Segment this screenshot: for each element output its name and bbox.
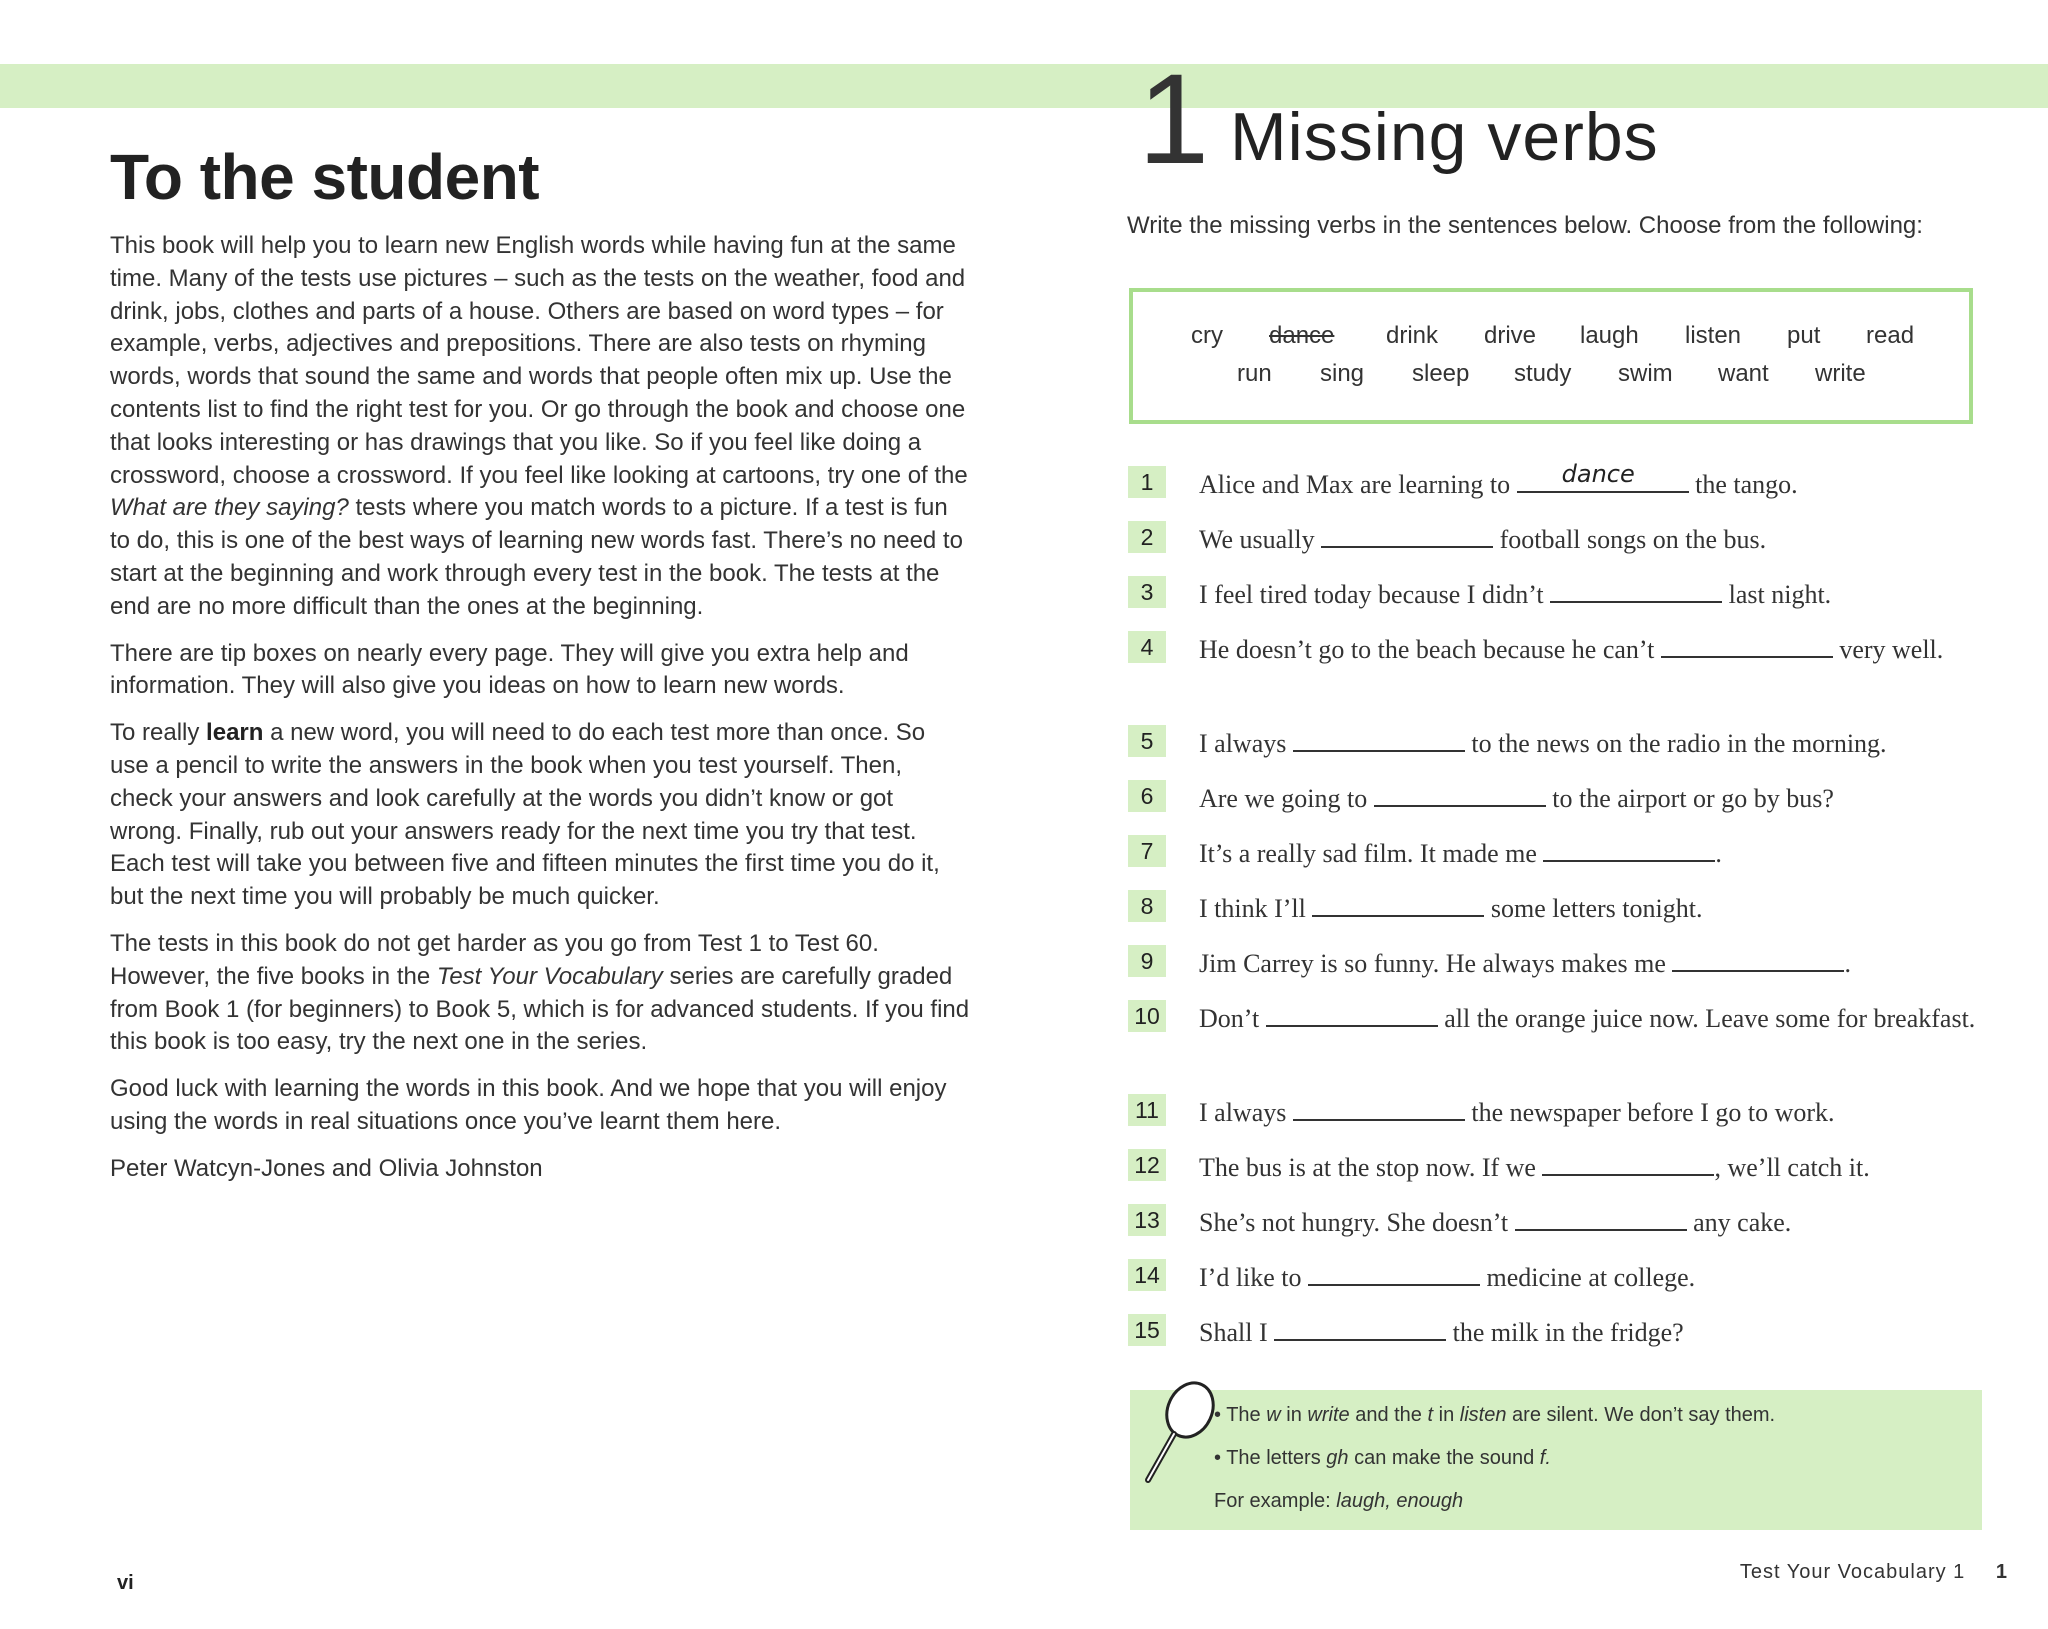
page-number-right: 1: [1995, 1561, 2008, 1583]
right-page: 1 Missing verbs Write the missing verbs in the sentences below. Choose from the following: cry dance drink drive laugh listen put read run sing sleep study swim want write 1 Alice and Max are learning to dance the tango. 2 We usually football songs on the bus. 3 I feel tired today because I didn’t last night. 4 He doesn’t go to the beach because he can’t very well. 5 I always to the news on the radio in the morning. 6 Are we going to to the airport or go by bus? 7 It’s a really sad film. It made me . 8 I think I’ll some letters tonight. 9 Jim Carrey is so funny. He always makes me . 10 Don’t all the orange juice now. Leave some for breakfast. 11 I always the newspaper before I go to work. 12 The bus is at the stop now. If we , we’ll catch it. 13 She’s not hungry. She doesn’t any cake. 14 I’d like to medicine at college. 15 Shall I the milk in the fridge? • The w in write and the t in listen are silent. We don’t say them. • The letters gh can make the sound f. For example: laugh, enough Test Your Vocabulary 1 1: [1127, 48, 2008, 1583]
word-item: write: [1815, 360, 1866, 387]
exercise-number: 1: [1128, 466, 1166, 498]
page-number-left: vi: [117, 1572, 134, 1594]
italic-title: What are they saying?: [110, 494, 349, 522]
exercise-number: 13: [1128, 1204, 1166, 1236]
magnifying-glass-icon: [1138, 1380, 1218, 1490]
answer-blank[interactable]: [1274, 1315, 1446, 1341]
instruction: Write the missing verbs in the sentences below. Choose from the following:: [1127, 212, 1923, 239]
footer: [1740, 1561, 2008, 1584]
signature: Peter Watcyn-Jones and Olivia Johnston: [110, 1154, 543, 1182]
word-item: laugh: [1580, 322, 1639, 349]
exercise-number: 3: [1128, 576, 1166, 608]
answer-blank[interactable]: [1374, 781, 1546, 807]
answer-blank[interactable]: [1661, 632, 1833, 658]
unit-title: Missing verbs: [1230, 99, 1659, 175]
word-box: [1129, 288, 1973, 424]
answer-blank[interactable]: [1293, 1095, 1465, 1121]
tip-line-3: For example: laugh, enough: [1214, 1490, 1464, 1512]
handwritten-answer: dance: [1561, 460, 1635, 488]
exercise-number: 5: [1128, 725, 1166, 757]
exercise-number: 7: [1128, 835, 1166, 867]
answer-blank[interactable]: [1266, 1001, 1438, 1027]
left-page-title: To the student: [110, 141, 540, 213]
answer-blank[interactable]: [1542, 1150, 1714, 1176]
word-item: study: [1514, 360, 1572, 387]
exercise-number: 10: [1128, 1000, 1166, 1032]
exercise-number: 6: [1128, 780, 1166, 812]
paragraph-4: The tests in this book do not get harder as you go from Test 1 to Test 60. However, the five books in the Test Your Vocabulary series are carefully graded from Book 1 (for beginners) to Book 5, which is for advanced students. If you find this book is too easy, try the next one in the series.: [110, 929, 970, 1056]
answer-blank[interactable]: [1321, 522, 1493, 548]
word-item: swim: [1618, 360, 1673, 387]
word-item: listen: [1685, 322, 1742, 349]
answer-blank[interactable]: [1550, 577, 1722, 603]
tip-line-1: • The w in write and the t in listen are silent. We don’t say them.: [1214, 1404, 1776, 1426]
left-page-body: [110, 230, 970, 1200]
exercise-number: 2: [1128, 521, 1166, 553]
word-item: drink: [1386, 322, 1439, 349]
answer-blank[interactable]: [1517, 460, 1689, 493]
bold-word-learn: learn: [206, 719, 264, 747]
series-title: Test Your Vocabulary: [436, 962, 663, 990]
word-item: want: [1718, 360, 1769, 387]
word-item: run: [1237, 360, 1272, 387]
book-title: Test Your Vocabulary 1: [1739, 1561, 1966, 1583]
paragraph-3: To really learn a new word, you will need to do each test more than once. So use a pencil to write the answers in the book when you test yourself. Then, check your answers and look carefully at the words you didn’t know or got wrong. Finally, rub out your answers ready for the next time you try that test. Each test will take you between five and fifteen minutes the first time you do it, but the next time you will probably be much quicker.: [110, 719, 940, 911]
tip-line-2: • The letters gh can make the sound f.: [1214, 1447, 1551, 1469]
exercise-number: 9: [1128, 945, 1166, 977]
exercise-number: 15: [1128, 1314, 1166, 1346]
paragraph-1: This book will help you to learn new English words while having fun at the same time. Many of the tests use pictures – such as the tests on the weather, food and drink, jobs, clothes and parts of a house. Others are based on word types – for example, verbs, adjectives and prepositions. There are also tests on rhyming words, words that sound the same and words that people often mix up. Use the contents list to find the right test for you. Or go through the book and choose one that looks interesting or has drawings that you like. So if you feel like doing a crossword, choose a crossword. If you feel like looking at cartoons, try one of the What are they saying? tests where you match words to a picture. If a test is fun to do, this is one of the best ways of learning new words fast. There’s no need to start at the beginning and work through every test in the book. The tests at the end are no more difficult than the ones at the beginning.: [110, 232, 968, 620]
answer-blank[interactable]: [1293, 726, 1465, 752]
word-item: drive: [1484, 322, 1537, 349]
word-item: read: [1866, 322, 1915, 349]
answer-blank[interactable]: [1308, 1260, 1480, 1286]
exercise-number: 11: [1128, 1094, 1166, 1126]
unit-number: 1: [1138, 48, 1210, 191]
tip-box: [1130, 1390, 1982, 1530]
exercise-number: 4: [1128, 631, 1166, 663]
paragraph-5: Good luck with learning the words in this book. And we hope that you will enjoy using the words in real situations once you’ve learnt them here.: [110, 1075, 947, 1135]
exercise-number: 14: [1128, 1259, 1166, 1291]
exercise-number: 12: [1128, 1149, 1166, 1181]
word-item: sing: [1320, 360, 1365, 387]
answer-blank[interactable]: [1543, 836, 1715, 862]
paragraph-2: There are tip boxes on nearly every page. They will give you extra help and information. They will also give you ideas on how to learn new words.: [110, 639, 909, 700]
answer-blank[interactable]: [1312, 891, 1484, 917]
word-item: sleep: [1412, 360, 1470, 387]
answer-blank[interactable]: [1515, 1205, 1687, 1231]
word-item: put: [1787, 322, 1821, 349]
answer-blank[interactable]: [1672, 946, 1844, 972]
exercise-number: 8: [1128, 890, 1166, 922]
word-item: cry: [1191, 322, 1223, 349]
word-item-struck: dance: [1269, 322, 1335, 349]
